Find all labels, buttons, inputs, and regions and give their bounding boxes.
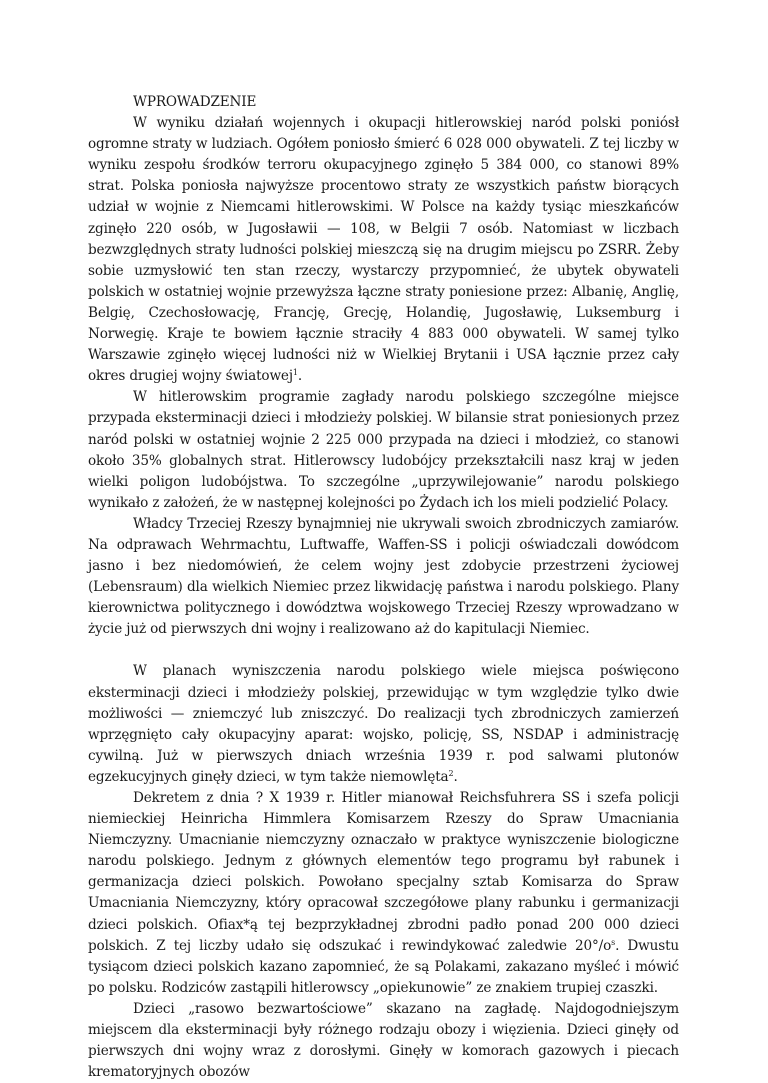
paragraph-3	[88, 514, 679, 641]
paragraph-text: W hitlerowskim programie zagłady narodu polskiego szczególne miejsce przypada eksterminacji dzieci i młodzieży polskiej. W bilansie strat poniesionych przez naród polski w ostatniej wojnie 2 225 000 przypada na dzieci i młodzież, co stanowi około 35% globalnych strat. Hitlerowscy ludobójcy przekształcili nasz kraj w jeden wielki poligon ludobójstwa. To szczególne „uprzywilejowanie” narodu polskiego wynikało z założeń, że w następnej kolejności po Żydach ich los mieli podzielić Polacy.	[88, 389, 679, 511]
paragraph-tail: . Dwustu tysiącom dzieci polskich kazano zapomnieć, że są Polakami, zakazano myśleć i mówić po polsku. Rodziców zastąpili hitlerowscy „opiekunowie” ze znakiem trupiej czaszki.	[88, 937, 679, 996]
paragraph-5	[88, 788, 679, 999]
document-page	[88, 92, 679, 1083]
paragraph-4	[88, 661, 679, 788]
paragraph-tail: .	[297, 368, 303, 385]
paragraph-text: W planach wyniszczenia narodu polskiego wiele miejsca poświęcono eksterminacji dzieci i młodzieży polskiej, przewidując w tym względzie tylko dwie możliwości — zniemczyć lub zniszczyć. Do realizacji tych zbrodniczych zamierzeń wprzęgnięto cały okupacyjny aparat: wojsko, policję, SS, NSDAP i administrację cywilną. Już w pierwszych dniach września 1939 r. pod salwami plutonów egzekucyjnych ginęły dzieci, w tym także niemowlęta	[88, 663, 679, 785]
paragraph-text: W wyniku działań wojennych i okupacji hitlerowskiej naród polski poniósł ogromne straty w ludziach. Ogółem poniosło śmierć 6 028 000 obywateli. Z tej liczby w wyniku zespołu środków terroru okupacyjnego zginęło 5 384 000, co stanowi 89% strat. Polska poniosła najwyższe procentowo straty ze wszystkich państw biorących udział w wojnie z Niemcami hitlerowskimi. W Polsce na każdy tysiąc mieszkańców zginęło 220 osób, w Jugosławii — 108, w Belgii 7 osób. Natomiast w liczbach bezwzględnych straty ludności polskiej mieszczą się na drugim miejscu po ZSRR. Żeby sobie uzmysłowić ten stan rzeczy, wystarczy przypomnieć, że ubytek obywateli polskich w ostatniej wojnie przewyższa łączne straty poniesione przez: Albanię, Anglię, Belgię, Czechosłowację, Francję, Grecję, Holandię, Jugosławię, Luksemburg i Norwegię. Kraje te bowiem łącznie straciły 4 883 000 obywateli. W samej tylko Warszawie zginęło więcej ludności niż w Wielkiej Brytanii i USA łącznie przez cały okres drugiej wojny światowej	[88, 115, 679, 385]
paragraph-text: Władcy Trzeciej Rzeszy bynajmniej nie ukrywali swoich zbrodniczych zamiarów. Na odprawach Wehrmachtu, Luftwaffe, Waffen-SS i policji oświadczali dowódcom jasno i bez niedomówień, że celem wojny jest zdobycie przestrzeni życiowej (Lebensraum) dla wielkich Niemiec przez likwidację państwa i narodu polskiego. Plany kierownictwa politycznego i dowództwa wojskowego Trzeciej Rzeszy wprowadzano w życie już od pierwszych dni wojny i realizowano aż do kapitulacji Niemiec.	[88, 515, 679, 638]
paragraph-6	[88, 999, 679, 1083]
footnote-ref-2[interactable]: 2	[448, 768, 454, 778]
paragraph-1	[88, 113, 679, 387]
footnote-ref-3[interactable]: s	[611, 937, 616, 947]
document-heading: WPROWADZENIE	[133, 94, 257, 110]
paragraph-2	[88, 387, 679, 514]
paragraph-tail: .	[453, 768, 458, 785]
paragraph-text: Dzieci „rasowo bezwartościowe” skazano na zagładę. Najdogodniejszym miejscem dla eksterminacji były różnego rodzaju obozy i więzienia. Dzieci ginęły od pierwszych dni wojny wraz z dorosłymi. Ginęły w komorach gazowych i piecach krematoryjnych obozów	[88, 1000, 679, 1081]
footnote-ref-1[interactable]: 1	[292, 368, 298, 378]
paragraph-gap	[88, 640, 679, 661]
paragraph-text: Dekretem z dnia ? X 1939 r. Hitler mianował Reichsfuhrera SS i szefa policji niemieckiej Heinricha Himmlera Komisarzem Rzeszy do Spraw Umacniania Niemczyzny. Umacnianie niemczyzny oznaczało w praktyce wyniszczenie biologiczne narodu polskiego. Jednym z głównych elementów tego programu był rabunek i germanizacja dzieci polskich. Powołano specjalny sztab Komisarza do Spraw Umacniania Niemczyzny, który opracował szczegółowe plany rabunku i germanizacji dzieci polskich. Ofiax*ą tej bezprzykładnej zbrodni padło ponad 200 000 dzieci polskich. Z tej liczby udało się odszukać i rewindykować zaledwie 20°/o	[88, 790, 679, 954]
